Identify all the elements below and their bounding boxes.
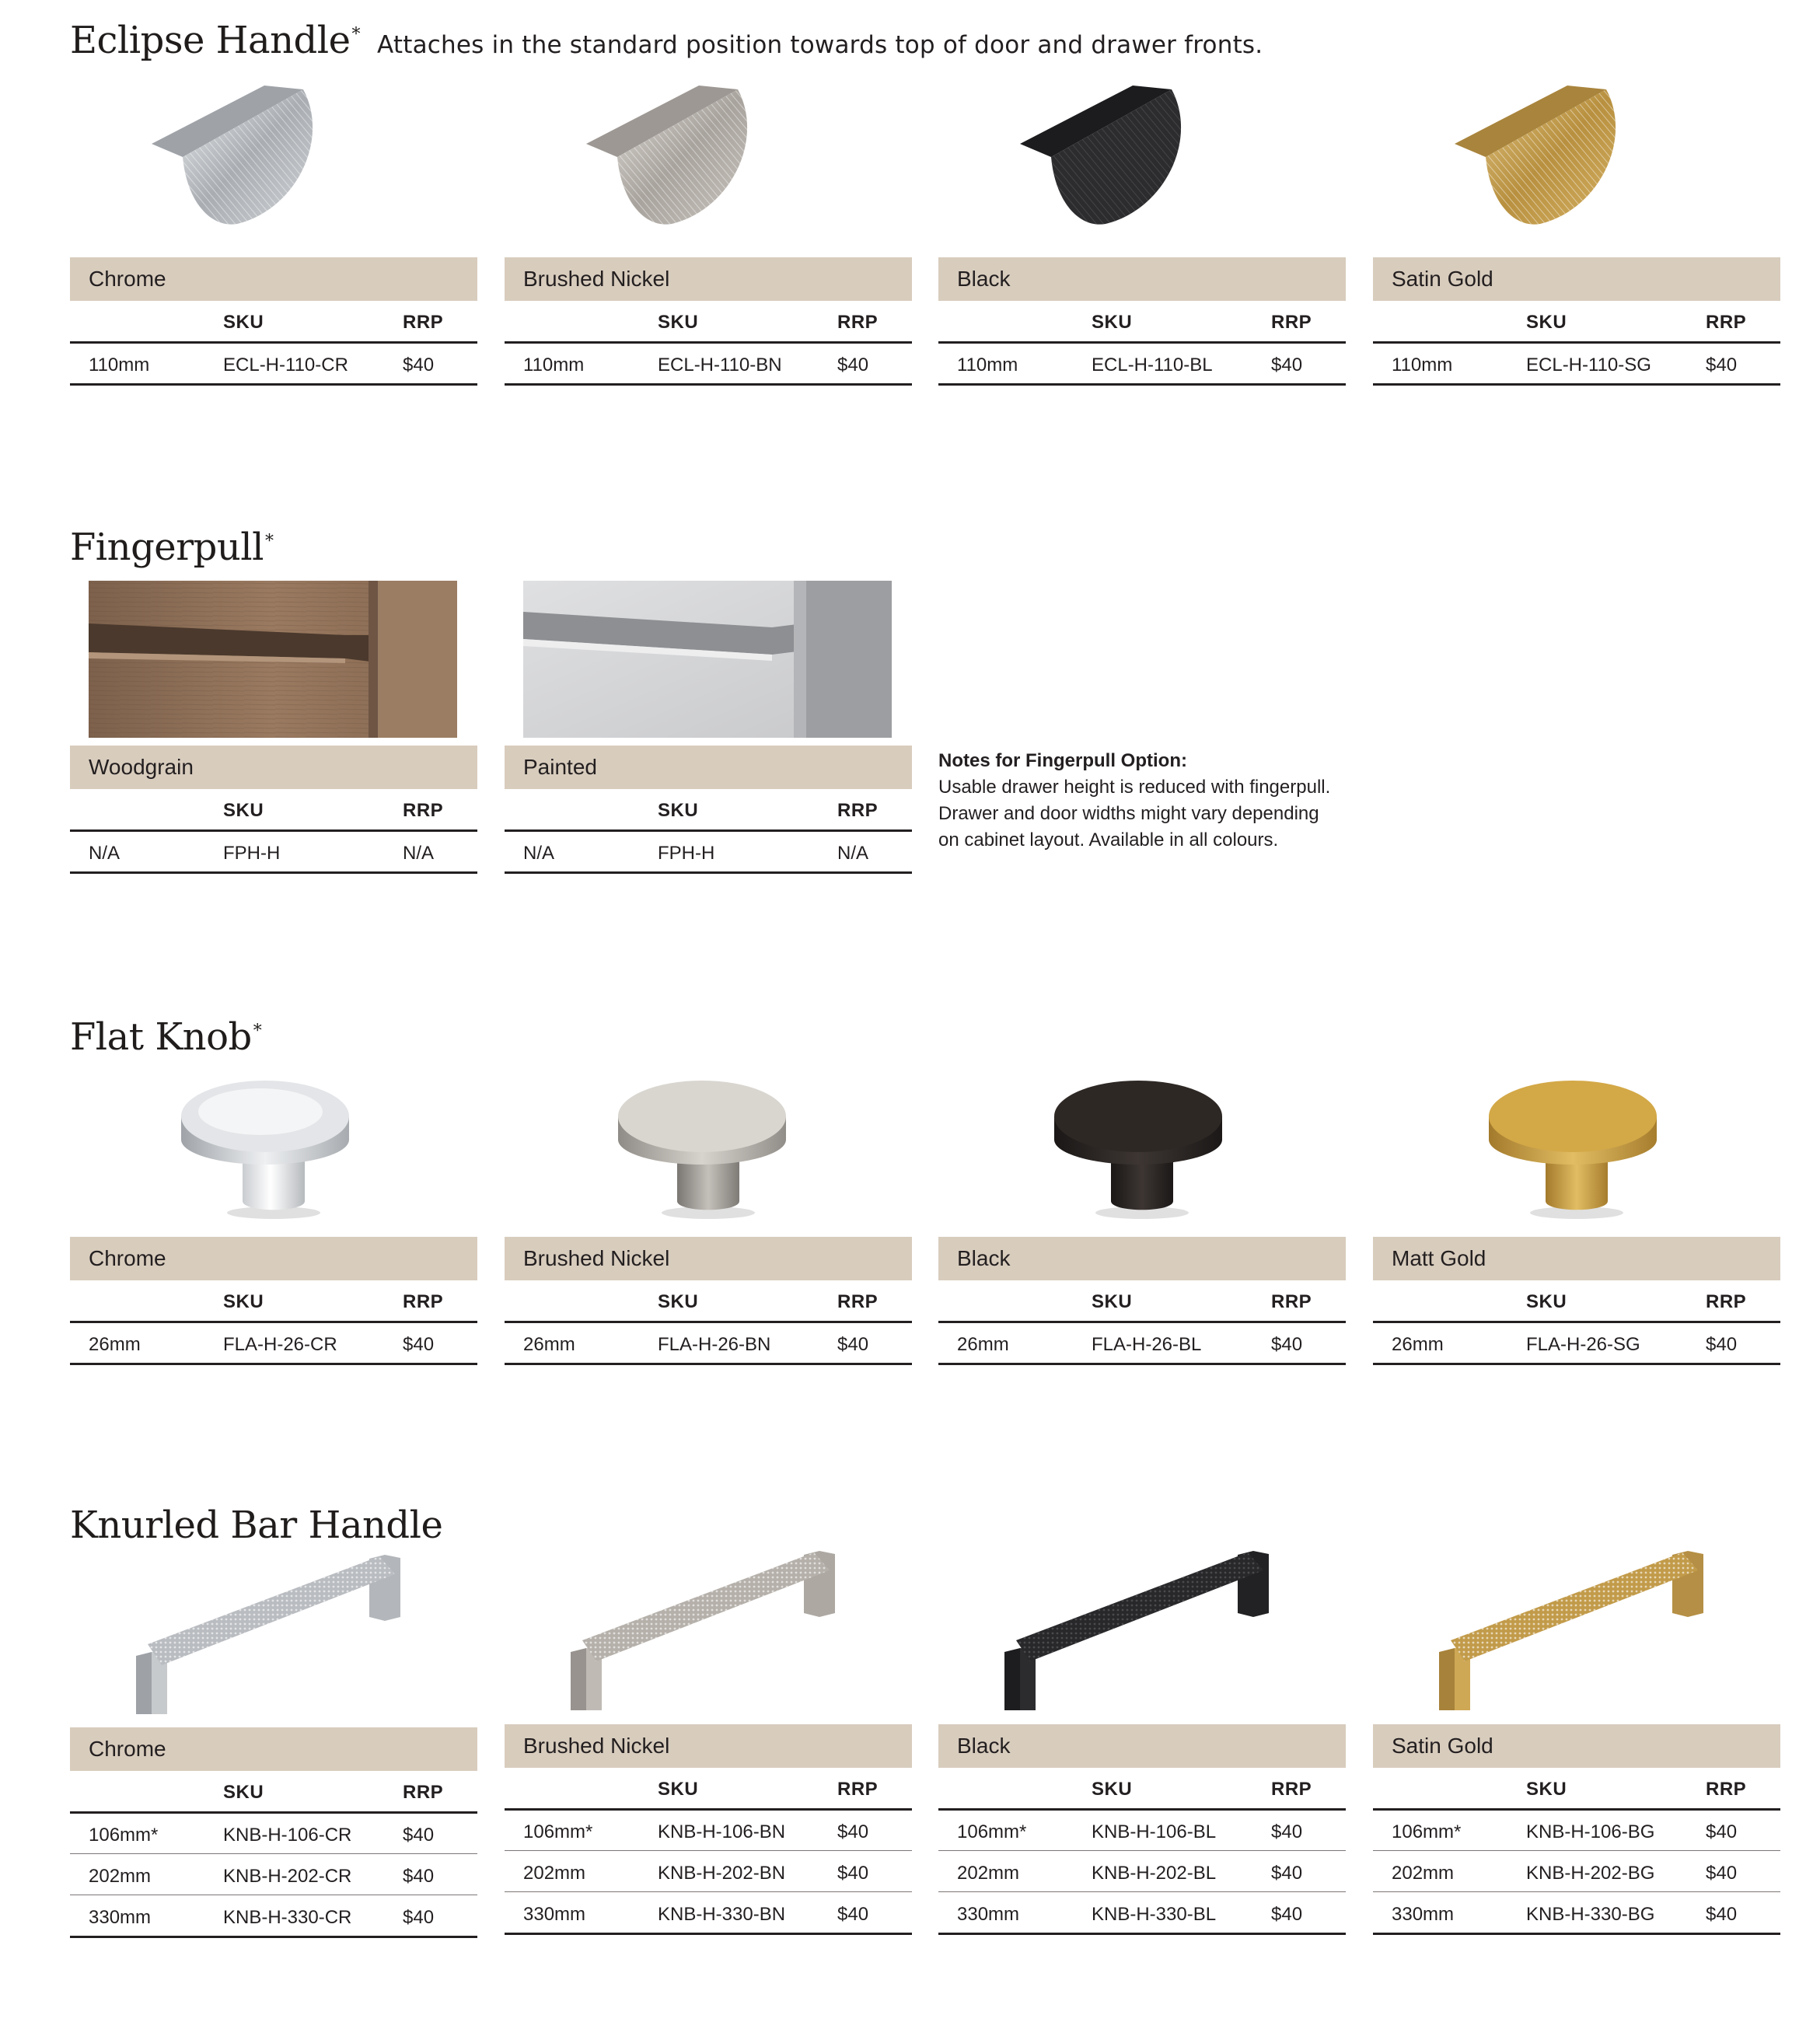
col-rrp: RRP (403, 312, 444, 333)
col-rrp: RRP (403, 1291, 444, 1312)
table-header (1373, 301, 1780, 344)
col-sku: SKU (1526, 1291, 1567, 1312)
col-sku: SKU (223, 312, 264, 333)
eclipse-handle-icon (938, 70, 1346, 241)
table-header (505, 1280, 912, 1323)
size-cell: 202mm (957, 1863, 1020, 1884)
size-cell: 110mm (957, 354, 1018, 375)
rrp-cell: $40 (403, 354, 435, 375)
table-row (1373, 1323, 1780, 1365)
notes-line: Drawer and door widths might vary depending (938, 803, 1319, 824)
size-cell: 110mm (89, 354, 150, 375)
size-cell: 110mm (1392, 354, 1453, 375)
sku-cell: KNB-H-106-BN (658, 1821, 786, 1842)
size-cell: 330mm (89, 1907, 152, 1928)
col-rrp: RRP (403, 1782, 444, 1803)
rrp-cell: $40 (1706, 1334, 1738, 1355)
sku-cell: KNB-H-330-BG (1526, 1904, 1655, 1925)
sku-cell: KNB-H-330-BL (1092, 1904, 1217, 1925)
rrp-cell: $40 (403, 1825, 435, 1846)
table-row (70, 344, 477, 386)
rrp-cell: $40 (837, 1904, 869, 1925)
finish-band: Chrome (70, 1237, 477, 1280)
knurled-title: Knurled Bar Handle (70, 1503, 443, 1547)
size-cell: 330mm (523, 1904, 586, 1925)
rrp-cell: $40 (1706, 1904, 1738, 1925)
table-header (70, 1771, 477, 1814)
fingerpull-photo-icon (70, 581, 477, 738)
table-row (70, 1896, 477, 1938)
table-row (938, 1811, 1346, 1851)
col-sku: SKU (1092, 1291, 1133, 1312)
notes-title: Notes for Fingerpull Option: (938, 750, 1187, 771)
section-title (70, 1015, 261, 1059)
sku-cell: ECL-H-110-BL (1092, 354, 1213, 375)
finish-band: Woodgrain (70, 746, 477, 789)
table-row (938, 1893, 1346, 1935)
table-row (70, 1814, 477, 1854)
eclipse-handle-icon (505, 70, 912, 241)
table-row (938, 1852, 1346, 1892)
table-header (938, 301, 1346, 344)
finish-band: Chrome (70, 257, 477, 301)
size-cell: 26mm (1392, 1334, 1444, 1355)
col-sku: SKU (658, 800, 699, 821)
eclipse-title: Eclipse Handle (70, 19, 351, 62)
finish-band: Brushed Nickel (505, 1724, 912, 1768)
rrp-cell: $40 (1271, 354, 1303, 375)
sku-cell: KNB-H-106-CR (223, 1825, 352, 1846)
col-sku: SKU (1526, 312, 1567, 333)
size-cell: 330mm (957, 1904, 1020, 1925)
table-row (505, 1852, 912, 1892)
title-asterisk: * (265, 532, 274, 551)
sku-cell: KNB-H-106-BL (1092, 1821, 1217, 1842)
table-row (505, 1893, 912, 1935)
sku-cell: FLA-H-26-BL (1092, 1334, 1202, 1355)
table-row (70, 1323, 477, 1365)
col-sku: SKU (658, 1779, 699, 1800)
section-title (70, 1503, 442, 1547)
size-cell: 202mm (89, 1866, 152, 1887)
table-row (505, 344, 912, 386)
sku-cell: ECL-H-110-SG (1526, 354, 1651, 375)
sku-cell: ECL-H-110-CR (223, 354, 348, 375)
rrp-cell: $40 (1271, 1863, 1303, 1884)
table-row (505, 832, 912, 874)
col-sku: SKU (658, 1291, 699, 1312)
sku-cell: FPH-H (223, 843, 281, 864)
fingerpull-notes (938, 748, 1358, 854)
rrp-cell: $40 (837, 1863, 869, 1884)
col-rrp: RRP (1706, 1779, 1747, 1800)
col-rrp: RRP (837, 1291, 879, 1312)
size-cell: 106mm* (523, 1821, 593, 1842)
sku-cell: FPH-H (658, 843, 715, 864)
table-row (1373, 1893, 1780, 1935)
rrp-cell: N/A (837, 843, 869, 864)
col-sku: SKU (1526, 1779, 1567, 1800)
section-title (70, 19, 1263, 62)
table-row (70, 1855, 477, 1895)
size-cell: 202mm (523, 1863, 586, 1884)
sku-cell: FLA-H-26-CR (223, 1334, 337, 1355)
knurled-bar-icon (938, 1547, 1346, 1718)
table-row (1373, 344, 1780, 386)
sku-cell: FLA-H-26-BN (658, 1334, 771, 1355)
table-header (505, 1768, 912, 1811)
flatknob-title: Flat Knob (70, 1015, 252, 1059)
knurled-bar-icon (70, 1547, 477, 1718)
size-cell: 330mm (1392, 1904, 1455, 1925)
table-header (938, 1280, 1346, 1323)
notes-line: Usable drawer height is reduced with fingerpull. (938, 777, 1331, 798)
col-sku: SKU (223, 1782, 264, 1803)
rrp-cell: $40 (837, 1821, 869, 1842)
title-asterisk: * (351, 25, 361, 44)
table-row (1373, 1852, 1780, 1892)
size-cell: 110mm (523, 354, 585, 375)
col-rrp: RRP (837, 312, 879, 333)
finish-band: Painted (505, 746, 912, 789)
table-header (70, 789, 477, 832)
table-header (1373, 1280, 1780, 1323)
col-rrp: RRP (1271, 1291, 1312, 1312)
table-row (1373, 1811, 1780, 1851)
eclipse-handle-icon (1373, 70, 1780, 241)
table-header (505, 301, 912, 344)
col-sku: SKU (223, 1291, 264, 1312)
knurled-bar-icon (1373, 1547, 1780, 1718)
sku-cell: FLA-H-26-SG (1526, 1334, 1640, 1355)
table-header (1373, 1768, 1780, 1811)
col-sku: SKU (658, 312, 699, 333)
finish-band: Brushed Nickel (505, 257, 912, 301)
col-rrp: RRP (1706, 312, 1747, 333)
size-cell: 202mm (1392, 1863, 1455, 1884)
size-cell: 26mm (89, 1334, 141, 1355)
table-row (938, 344, 1346, 386)
section-title (70, 526, 274, 569)
size-cell: 106mm* (957, 1821, 1027, 1842)
sku-cell: KNB-H-330-CR (223, 1907, 352, 1928)
finish-band: Chrome (70, 1727, 477, 1771)
fingerpull-photo-icon (505, 581, 912, 738)
size-cell: N/A (523, 843, 555, 864)
size-cell: 106mm* (89, 1825, 159, 1846)
flat-knob-icon (70, 1065, 477, 1228)
size-cell: 26mm (957, 1334, 1009, 1355)
eclipse-subtitle: Attaches in the standard position towards top of door and drawer fronts. (377, 31, 1263, 59)
rrp-cell: $40 (1271, 1334, 1303, 1355)
col-sku: SKU (1092, 1779, 1133, 1800)
finish-band: Black (938, 257, 1346, 301)
table-row (505, 1323, 912, 1365)
finish-band: Brushed Nickel (505, 1237, 912, 1280)
table-header (70, 301, 477, 344)
col-rrp: RRP (1271, 312, 1312, 333)
rrp-cell: $40 (403, 1866, 435, 1887)
finish-band: Matt Gold (1373, 1237, 1780, 1280)
sku-cell: KNB-H-202-BN (658, 1863, 786, 1884)
sku-cell: ECL-H-110-BN (658, 354, 782, 375)
size-cell: 26mm (523, 1334, 575, 1355)
rrp-cell: $40 (1271, 1821, 1303, 1842)
finish-band: Black (938, 1237, 1346, 1280)
sku-cell: KNB-H-330-BN (658, 1904, 786, 1925)
size-cell: N/A (89, 843, 121, 864)
table-header (505, 789, 912, 832)
eclipse-handle-icon (70, 70, 477, 241)
table-row (505, 1811, 912, 1851)
rrp-cell: N/A (403, 843, 435, 864)
knurled-bar-icon (505, 1547, 912, 1718)
size-cell: 106mm* (1392, 1821, 1462, 1842)
table-row (70, 832, 477, 874)
rrp-cell: $40 (1271, 1904, 1303, 1925)
finish-band: Black (938, 1724, 1346, 1768)
col-rrp: RRP (403, 800, 444, 821)
table-row (938, 1323, 1346, 1365)
notes-line: on cabinet layout. Available in all colours. (938, 829, 1279, 850)
fingerpull-title: Fingerpull (70, 526, 264, 569)
rrp-cell: $40 (403, 1334, 435, 1355)
rrp-cell: $40 (1706, 354, 1738, 375)
rrp-cell: $40 (1706, 1821, 1738, 1842)
table-header (70, 1280, 477, 1323)
sku-cell: KNB-H-202-BL (1092, 1863, 1217, 1884)
sku-cell: KNB-H-202-BG (1526, 1863, 1655, 1884)
col-sku: SKU (1092, 312, 1133, 333)
flat-knob-icon (505, 1065, 912, 1228)
col-rrp: RRP (1706, 1291, 1747, 1312)
col-rrp: RRP (1271, 1779, 1312, 1800)
rrp-cell: $40 (837, 354, 869, 375)
col-sku: SKU (223, 800, 264, 821)
table-header (938, 1768, 1346, 1811)
rrp-cell: $40 (403, 1907, 435, 1928)
flat-knob-icon (1373, 1065, 1780, 1228)
sku-cell: KNB-H-202-CR (223, 1866, 352, 1887)
title-asterisk: * (253, 1022, 262, 1041)
rrp-cell: $40 (837, 1334, 869, 1355)
col-rrp: RRP (837, 1779, 879, 1800)
finish-band: Satin Gold (1373, 257, 1780, 301)
sku-cell: KNB-H-106-BG (1526, 1821, 1655, 1842)
flat-knob-icon (938, 1065, 1346, 1228)
finish-band: Satin Gold (1373, 1724, 1780, 1768)
rrp-cell: $40 (1706, 1863, 1738, 1884)
col-rrp: RRP (837, 800, 879, 821)
